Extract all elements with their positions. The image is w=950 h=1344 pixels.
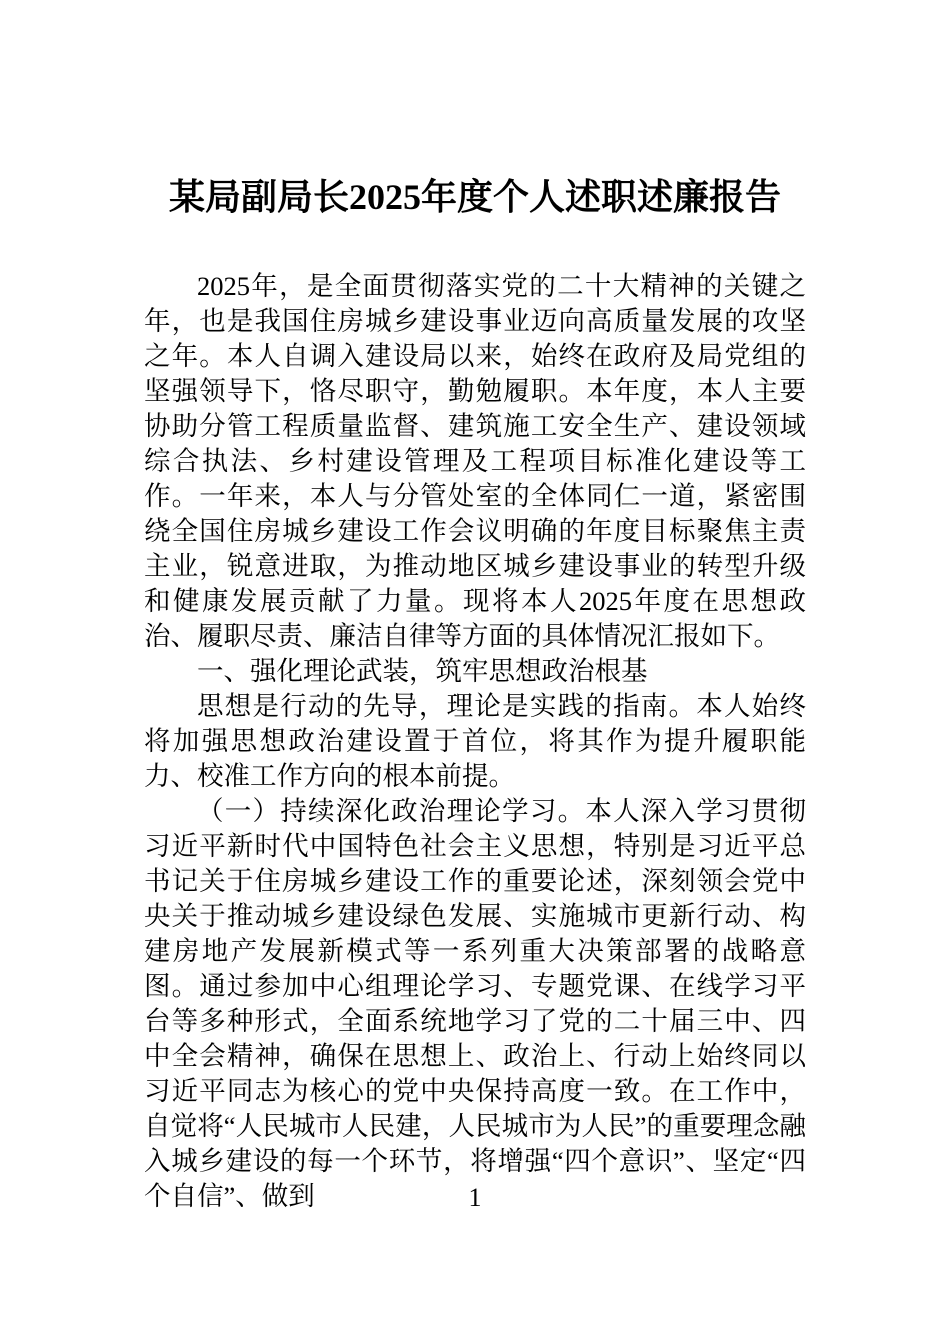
body-paragraph: 2025年，是全面贯彻落实党的二十大精神的关键之年，也是我国住房城乡建设事业迈向高质量发展的攻坚之年。本人自调入建设局以来，始终在政府及局党组的坚强领导下，恪尽职守，勤勉履职。本年度，本人主要协助分管工程质量监督、建筑施工安全生产、建设领域综合执法、乡村建设管理及工程项目标准化建设等工作。一年来，本人与分管处室的全体同仁一道，紧密围绕全国住房城乡建设工作会议明确的年度目标聚焦主责主业，锐意进取，为推动地区城乡建设事业的转型升级和健康发展贡献了力量。现将本人2025年度在思想政治、履职尽责、廉洁自律等方面的具体情况汇报如下。 (144, 271, 806, 651)
body-paragraph: （一）持续深化政治理论学习。本人深入学习贯彻习近平新时代中国特色社会主义思想，特别是习近平总书记关于住房城乡建设工作的重要论述，深刻领会党中央关于推动城乡建设绿色发展、实施城市更新行动、构建房地产发展新模式等一系列重大决策部署的战略意图。通过参加中心组理论学习、专题党课、在线学习平台等多种形式，全面系统地学习了党的二十届三中、四中全会精神，确保在思想上、政治上、行动上始终同以习近平同志为核心的党中央保持高度一致。在工作中，自觉将“人民城市人民建，人民城市为人民”的重要理念融入城乡建设的每一个环节，将增强“四个意识”、坚定“四个自信”、做到 (144, 796, 806, 1211)
document-title: 某局副局长2025年度个人述职述廉报告 (168, 177, 781, 217)
page-number: 1 (468, 1183, 482, 1212)
document-body (144, 269, 806, 1214)
body-paragraph: 思想是行动的先导，理论是实践的指南。本人始终将加强思想政治建设置于首位，将其作为提升履职能力、校准工作方向的根本前提。 (144, 691, 806, 791)
section-heading: 一、强化理论武装，筑牢思想政治根基 (197, 656, 648, 686)
